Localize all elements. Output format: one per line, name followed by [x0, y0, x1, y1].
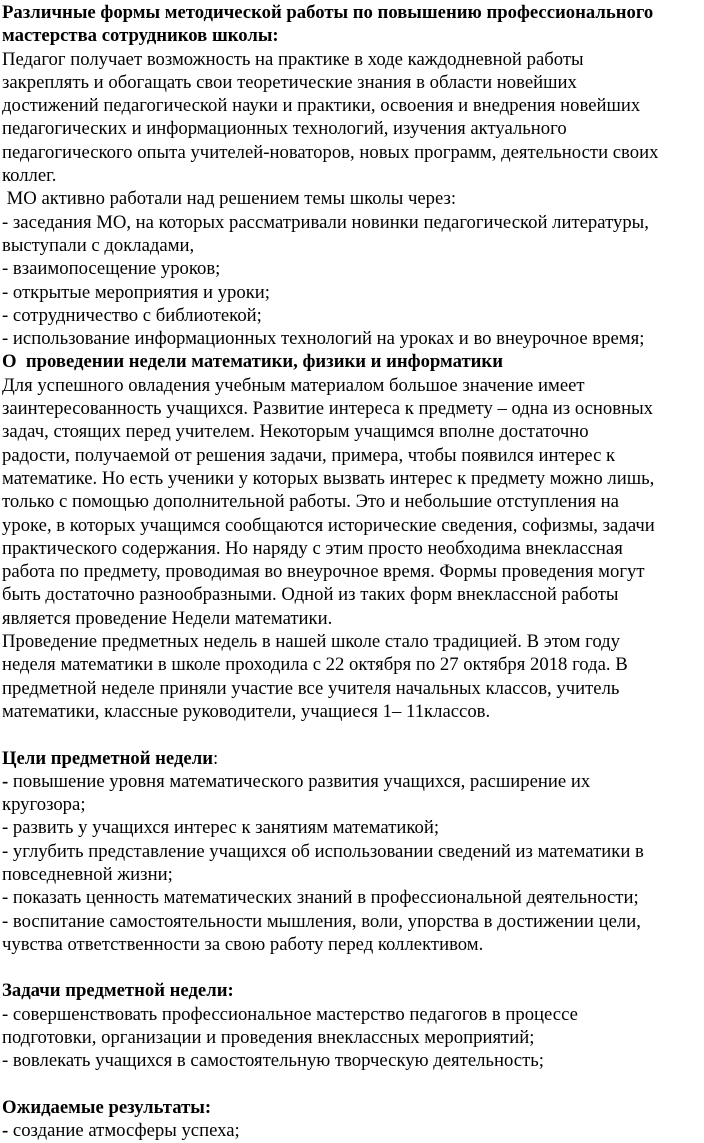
text-line: Для успешного овладения учебным материалом большое значение имеет	[2, 374, 585, 396]
list-item: - вовлекать учащихся в самостоятельную творческую деятельность;	[2, 1050, 544, 1072]
list-item: - заседания МО, на которых рассматривали новинки педагогической литературы,	[2, 211, 649, 233]
text-line: уроке, в которых учащимся сообщаются исторические сведения, софизмы, задачи	[2, 514, 655, 536]
blank-line	[2, 956, 702, 979]
bullet-dash: -	[2, 770, 9, 792]
text-line: МО активно работали над решением темы школы через:	[2, 188, 457, 210]
text-line: закреплять и обогащать свои теоретические знания в области новейших	[2, 71, 577, 93]
list-item: повседневной жизни;	[2, 863, 173, 885]
text-line: радости, получаемой от решения задачи, примера, чтобы появился интерес к	[2, 444, 616, 466]
list-item: - развить у учащихся интерес к занятиям математикой;	[2, 817, 440, 839]
text-line: работа по предмету, проводимая во внеурочное время. Формы проведения могут	[2, 561, 645, 583]
tasks-section	[2, 979, 702, 1072]
section-heading: мастерства сотрудников школы:	[2, 25, 279, 47]
text-line: практического содержания. Но наряду с этим просто необходима внеклассная	[2, 537, 623, 559]
text-line: математики, классные руководители, учащиеся 1– 11классов.	[2, 700, 491, 722]
list-item	[2, 770, 702, 793]
section-heading: Различные формы методической работы по повышению профессионального	[2, 2, 654, 23]
text-line: является проведение Недели математики.	[2, 607, 333, 629]
list-item-text: повышение уровня математического развития учащихся, расширение их	[8, 770, 591, 792]
list-item: - показать ценность математических знаний в профессиональной деятельности;	[2, 887, 639, 909]
list-item: - открытые мероприятия и уроки;	[2, 281, 270, 303]
blank-line	[2, 1073, 702, 1096]
list-item: - совершенствовать профессиональное мастерство педагогов в процессе	[2, 1003, 578, 1025]
list-item: - использование информационных технологий на уроках и во внеурочное время;	[2, 328, 645, 350]
text-line: педагогического опыта учителей-новаторов, новых программ, деятельности своих	[2, 141, 659, 163]
blank-line	[2, 723, 702, 746]
list-item: - воспитание самостоятельности мышления, воли, упорства в достижении цели,	[2, 910, 641, 932]
math-week-section	[2, 350, 702, 723]
list-item: кругозора;	[2, 794, 86, 816]
list-item	[2, 1119, 702, 1142]
goals-section	[2, 747, 702, 957]
methodical-work-section	[2, 1, 702, 350]
list-item: - сотрудничество с библиотекой;	[2, 304, 262, 326]
text-line: заинтересованность учащихся. Развитие интереса к предмету – одна из основных	[2, 398, 653, 420]
text-line: педагогических и информационных технологий, изучения актуального	[2, 118, 567, 140]
list-item: чувства ответственности за свою работу перед коллективом.	[2, 933, 484, 955]
list-item: подготовки, организации и проведения внеклассных мероприятий;	[2, 1027, 535, 1049]
list-item: - углубить представление учащихся об использовании сведений из математики в	[2, 840, 644, 862]
list-item: - взаимопосещение уроков;	[2, 258, 221, 280]
results-section	[2, 1096, 702, 1143]
text-line: только с помощью дополнительной работы. Это и небольшие отступления на	[2, 491, 619, 513]
text-line: предметной неделе приняли участие все учителя начальных классов, учитель	[2, 677, 620, 699]
text-line: Педагог получает возможность на практике в ходе каждодневной работы	[2, 48, 584, 70]
bullet-dash: -	[2, 1120, 9, 1142]
section-heading: Ожидаемые результаты:	[2, 1096, 212, 1118]
text-line: достижений педагогической науки и практики, освоения и внедрения новейших	[2, 95, 641, 117]
text-line: коллег.	[2, 165, 57, 187]
section-heading: Задачи предметной недели:	[2, 980, 234, 1002]
text-line: неделя математики в школе проходила с 22 октября по 27 октября 2018 года. В	[2, 654, 628, 676]
heading-colon: :	[212, 747, 219, 769]
text-line: математике. Но есть ученики у которых вызвать интерес к предмету можно лишь,	[2, 467, 655, 489]
list-item-text: создание атмосферы успеха;	[8, 1120, 240, 1142]
text-line: быть достаточно разнообразными. Одной из таких форм внеклассной работы	[2, 584, 619, 606]
section-heading: О проведении недели математики, физики и информатики	[2, 351, 503, 373]
section-heading-line	[2, 747, 702, 770]
list-item: выступали с докладами,	[2, 234, 195, 256]
text-line: Проведение предметных недель в нашей школе стало традицией. В этом году	[2, 631, 620, 653]
text-line: задач, стоящих перед учителем. Некоторым учащимся вполне достаточно	[2, 421, 589, 443]
section-heading: Цели предметной недели	[2, 747, 213, 769]
